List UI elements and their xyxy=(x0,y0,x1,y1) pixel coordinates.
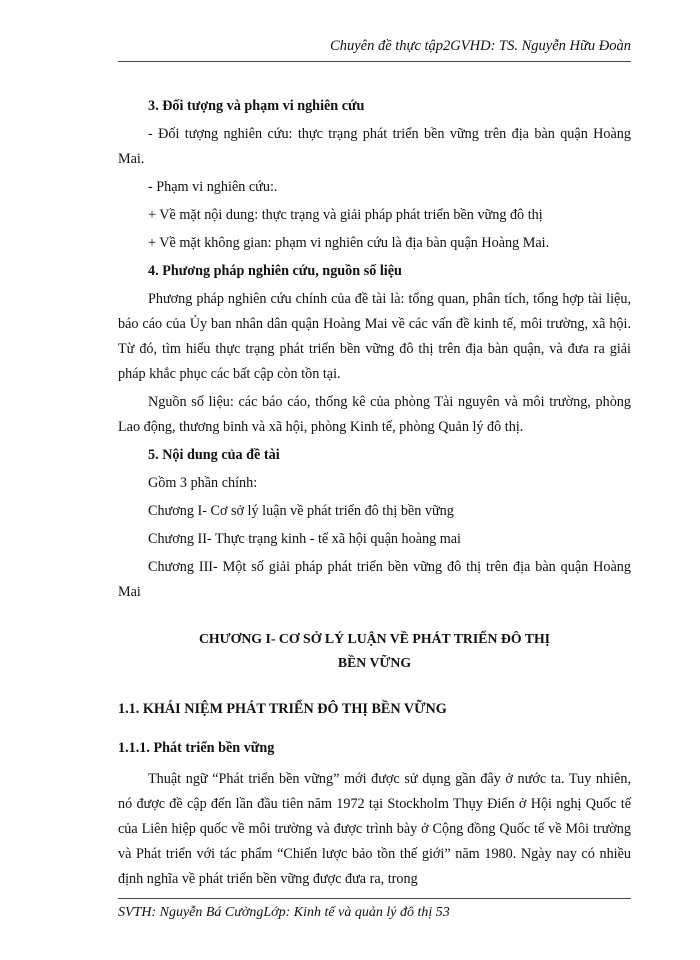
section-5-paragraph-1: Gồm 3 phần chính: xyxy=(148,475,258,491)
chapter-title-line-2: BỀN VỮNG xyxy=(337,655,412,670)
section-4-paragraph-1: Phương pháp nghiên cứu chính của đề tài là: tổng quan, phân tích, tổng hợp tài liệu, báo cáo của Ủy ban nhân dân quận Hoàng Mai về các vấn đề kinh tế, môi trường, xã hội. Từ đó, tìm hiểu thực trạng phát triển bền vững đô thị trên địa bàn quận, và đưa ra giải pháp khắc phục các bất cập còn tồn tại. xyxy=(118,291,631,382)
section-3-heading: 3. Đối tượng và phạm vi nghiên cứu xyxy=(148,98,365,114)
section-3-paragraph-1: - Đối tượng nghiên cứu: thực trạng phát triển bền vững trên địa bàn quận Hoàng Mai. xyxy=(118,126,631,167)
section-4-paragraph-2: Nguồn số liệu: các báo cáo, thống kê của phòng Tài nguyên và môi trường, phòng Lao động, thương binh và xã hội, phòng Kinh tế, phòng Quản lý đô thị. xyxy=(118,394,631,435)
section-1-1-heading: 1.1. KHÁI NIỆM PHÁT TRIỂN ĐÔ THỊ BỀN VỮNG xyxy=(118,701,447,717)
chapter-title-line-1: CHƯƠNG I- CƠ SỞ LÝ LUẬN VỀ PHÁT TRIỂN ĐÔ THỊ xyxy=(198,631,551,646)
document-body xyxy=(118,94,631,892)
section-5-heading: 5. Nội dung của đề tài xyxy=(148,447,280,463)
section-1-1-1-paragraph-1: Thuật ngữ “Phát triển bền vững” mới được sử dụng gần đây ở nước ta. Tuy nhiên, nó được đề cập đến lần đầu tiên năm 1972 tại Stockholm Thụy Điển ở Hội nghị Quốc tế của Liên hiệp quốc về môi trường và được trình bày ở Cộng đồng Quốc tế về Môi trường và Phát triển với tác phẩm “Chiến lược bảo tồn thế giới” năm 1980. Ngày nay có nhiều định nghĩa về phát triển bền vững được đưa ra, trong xyxy=(118,771,631,887)
section-3-paragraph-2: - Phạm vi nghiên cứu:. xyxy=(148,179,278,195)
section-5-paragraph-2: Chương I- Cơ sở lý luận về phát triển đô thị bền vững xyxy=(148,503,454,519)
page-header: Chuyên đề thực tập2GVHD: TS. Nguyễn Hữu Đoàn xyxy=(118,38,631,62)
section-4-heading: 4. Phương pháp nghiên cứu, nguồn số liệu xyxy=(148,263,402,279)
section-1-1-1-heading: 1.1.1. Phát triển bền vững xyxy=(118,740,275,756)
section-3-paragraph-4: + Về mặt không gian: phạm vi nghiên cứu là địa bàn quận Hoàng Mai. xyxy=(148,235,550,251)
page-footer: SVTH: Nguyễn Bá CườngLớp: Kinh tế và quản lý đô thị 53 xyxy=(118,898,631,921)
section-3-paragraph-3: + Về mặt nội dung: thực trạng và giải pháp phát triển bền vững đô thị xyxy=(148,207,543,223)
section-5-paragraph-4: Chương III- Một số giải pháp phát triển bền vững đô thị trên địa bàn quận Hoàng Mai xyxy=(118,559,631,600)
section-5-paragraph-3: Chương II- Thực trạng kinh - tế xã hội quận hoàng mai xyxy=(148,531,461,547)
